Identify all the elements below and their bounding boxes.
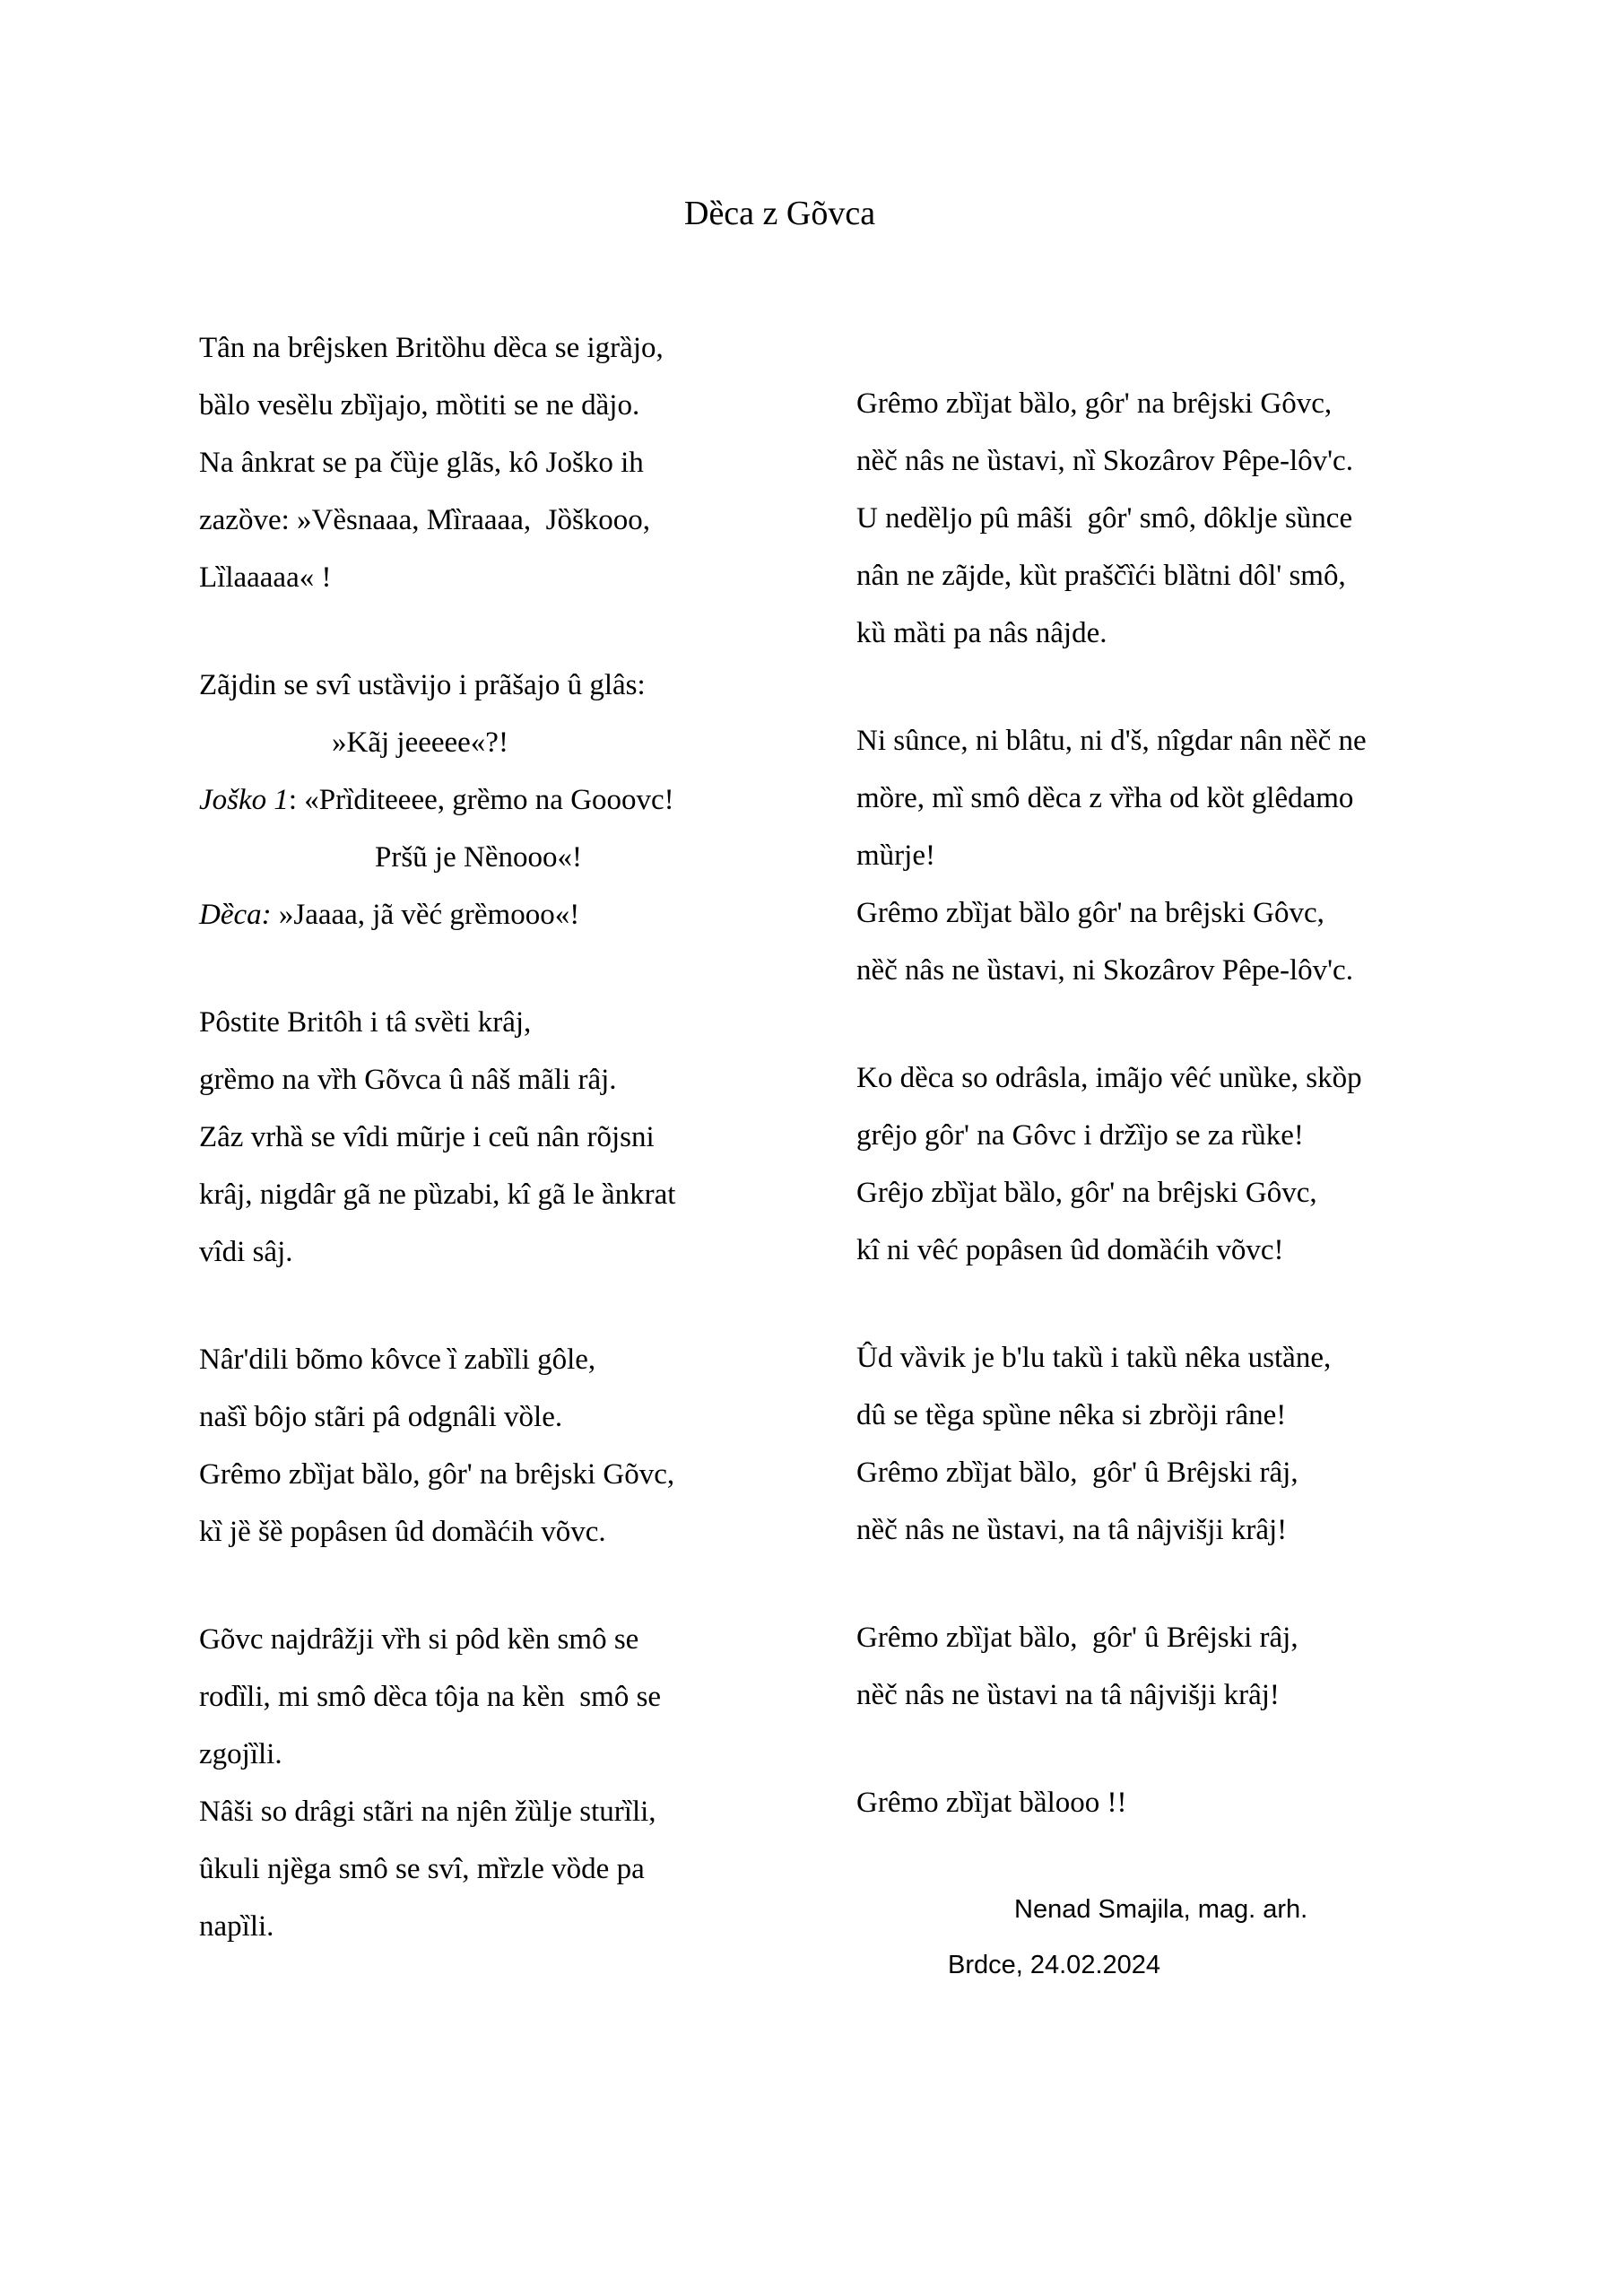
poem-line: Grêmo zbȉjat bȁlo, gôr' na brêjski Gõvc, <box>199 1458 675 1491</box>
poem-line: zazȍve: »Vȅsnaaa, Mȉraaaa, Jȍškooo, <box>199 504 651 536</box>
poem-line: zgojȉli. <box>199 1738 282 1770</box>
stanza <box>199 657 791 944</box>
poem-line: Ni sûnce, ni blâtu, ni d'š, nîgdar nân nȅč ne <box>856 725 1367 757</box>
stanza <box>199 1331 791 1561</box>
signature-block <box>856 1882 1520 1993</box>
poem-line: nȅč nâs ne ȕstavi, nȉ Skozârov Pêpe-lôv'c. <box>856 445 1353 477</box>
poem-line: grêjo gôr' na Gôvc i držȉjo se za rȕke! <box>856 1119 1304 1152</box>
poem-line: Na ânkrat se pa čȕje glãs, kô Joško ih <box>199 447 644 479</box>
author-name: Nenad Smajila, mag. arh. <box>1014 1895 1308 1924</box>
poem-line: mȕrje! <box>856 839 935 872</box>
poem-line: Grêmo zbȉjat bȁlooo !! <box>856 1787 1127 1819</box>
poem-line: nân ne zãjde, kȕt praščȉći blȁtni dôl' smô, <box>856 560 1346 592</box>
poem-line: Tân na brêjsken Britȍhu dȅca se igrȁjo, <box>199 332 664 364</box>
poem-line: U nedȅljo pû mâši gôr' smô, dôklje sȕnce <box>856 502 1353 535</box>
stanza <box>199 319 791 606</box>
poem-line: Dȅca: »Jaaaa, jã vȅć grȅmooo«! <box>199 899 580 931</box>
poem-line: rodȉli, mi smô dȅca tôja na kȅn smô se <box>199 1681 662 1713</box>
poem-line: Grêmo zbȉjat bȁlo gôr' na brêjski Gôvc, <box>856 897 1324 929</box>
poem-line: »Kãj jeeeee«?! <box>332 726 508 759</box>
stanza <box>199 994 791 1281</box>
poem-line: kî ni vêć popâsen ûd domȁćih võvc! <box>856 1234 1284 1266</box>
poem-line: Lȉlaaaaa« ! <box>199 561 332 594</box>
poem-line: Grêmo zbȉjat bȁlo, gôr' û Brêjski râj, <box>856 1457 1298 1489</box>
speaker-name: Joško 1 <box>199 784 289 816</box>
right-column <box>856 375 1520 1993</box>
place-date: Brdce, 24.02.2024 <box>948 1951 1161 1979</box>
poem-line: Grêmo zbȉjat bȁlo, gôr' na brêjski Gôvc, <box>856 387 1333 420</box>
poem-title: Dȅca z Gõvca <box>684 195 876 232</box>
poem-line: Ko dȅca so odrâsla, imãjo vêć unȕke, skȍp <box>856 1062 1362 1094</box>
poem-line: Pôstite Britôh i tâ svȅti krâj, <box>199 1006 532 1039</box>
poem-line: Joško 1: «Prȉditeeee, grȅmo na Gooovc! <box>199 784 674 816</box>
poem-line: Grêmo zbȉjat bȁlo, gôr' û Brêjski râj, <box>856 1622 1298 1654</box>
poem-line: Zâz vrhȁ se vîdi mũrje i ceũ nân rõjsni <box>199 1121 655 1153</box>
poem-line: Gõvc najdrâžji vȑh si pôd kȅn smô se <box>199 1623 639 1656</box>
poem-line: Nâr'dili bõmo kôvce ȉ zabȉli gôle, <box>199 1344 596 1376</box>
stanza <box>856 1049 1520 1279</box>
stanza <box>856 1329 1520 1559</box>
stanza <box>199 1611 791 1955</box>
poem-line: našȉ bôjo stãri pâ odgnâli vȍle. <box>199 1401 563 1433</box>
poem-line: Grêjo zbȉjat bȁlo, gôr' na brêjski Gôvc, <box>856 1177 1317 1209</box>
poem-line: nȅč nâs ne ȕstavi, na tâ nâjvišji krâj! <box>856 1514 1288 1546</box>
poem-line: napȉli. <box>199 1910 274 1943</box>
poem-line: grȅmo na vȑh Gõvca û nâš mãli râj. <box>199 1064 617 1096</box>
left-column <box>199 319 791 2005</box>
poem-line: Pršũ je Nȅnooo«! <box>375 841 582 874</box>
poem-line: ûkuli njȅga smô se svî, mȑzle vȍde pa <box>199 1853 645 1885</box>
speaker-name: Dȅca: <box>199 899 272 931</box>
poem-line: dû se tȅga spȕne nêka si zbrȍji râne! <box>856 1399 1287 1431</box>
stanza <box>856 712 1520 999</box>
poem-line: Nâši so drâgi stãri na njên žȕlje sturȉli, <box>199 1796 656 1828</box>
poem-line: nȅč nâs ne ȕstavi na tâ nâjvišji krâj! <box>856 1679 1280 1711</box>
stanza <box>856 1609 1520 1724</box>
poem-line: Zãjdin se svî ustȁvijo i prãšajo û glâs: <box>199 669 646 701</box>
stanza <box>856 375 1520 662</box>
poem-line: kȉ jȅ šȅ popâsen ûd domȁćih võvc. <box>199 1516 606 1548</box>
poem-line: vîdi sâj. <box>199 1236 293 1268</box>
poem-line: krâj, nigdâr gã ne pȕzabi, kî gã le ȁnkrat <box>199 1178 676 1211</box>
poem-line: Ûd vȁvik je b'lu takȕ i takȕ nêka ustȁne, <box>856 1342 1332 1374</box>
poem-line: nȅč nâs ne ȕstavi, ni Skozârov Pêpe-lôv'c. <box>856 954 1353 987</box>
poem-line: mȍre, mȉ smô dȅca z vȑha od kȍt glêdamo <box>856 782 1354 814</box>
poem-line: bȁlo vesȅlu zbȉjajo, mȍtiti se ne dȁjo. <box>199 389 640 422</box>
poem-line: kȕ mȁti pa nâs nâjde. <box>856 617 1107 649</box>
stanza <box>856 1774 1520 1831</box>
